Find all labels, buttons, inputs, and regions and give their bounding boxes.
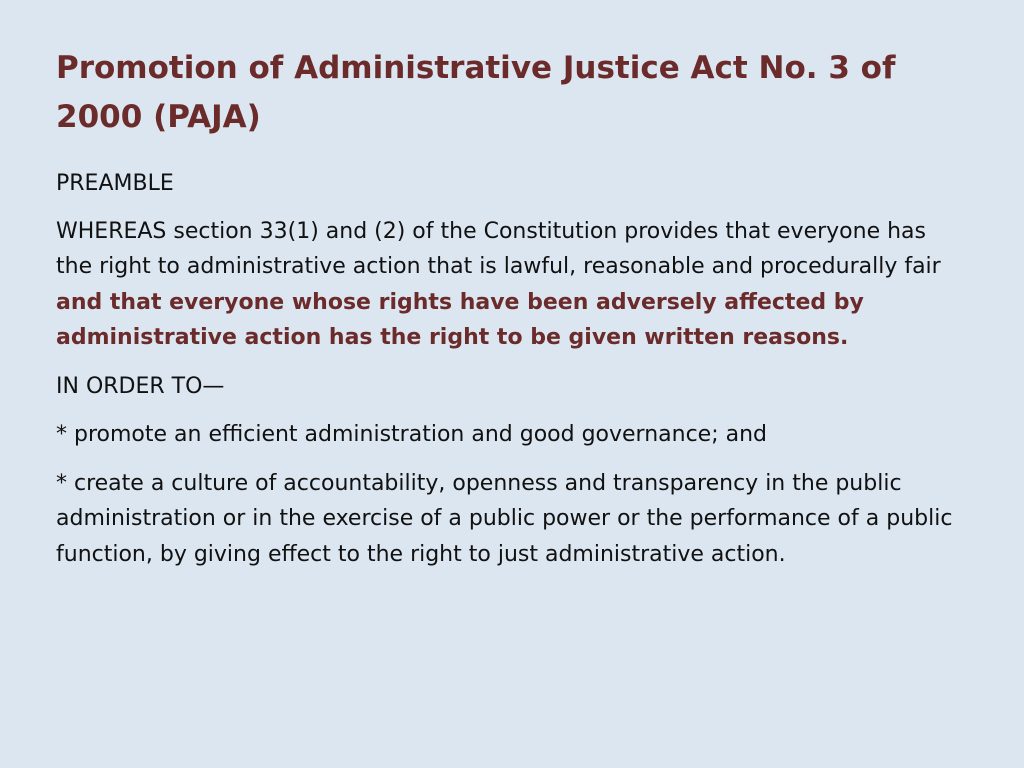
- whereas-plain-text: WHEREAS section 33(1) and (2) of the Constitution provides that everyone has the right to administrative action that is lawful, reasonable and procedurally fair: [56, 218, 941, 279]
- bullet-item-2: * create a culture of accountability, openness and transparency in the public administration or in the exercise of a public power or the performance of a public function, by giving effect to the right to just administrative action.: [56, 470, 953, 567]
- whereas-paragraph: [56, 214, 968, 356]
- whereas-emphasis-text: and that everyone whose rights have been adversely affected by administrative action has the right to be given written reasons.: [56, 289, 864, 350]
- in-order-to-heading: IN ORDER TO—: [56, 373, 225, 399]
- preamble-heading: PREAMBLE: [56, 171, 174, 196]
- bullet-item-1: * promote an efficient administration and good governance; and: [56, 422, 768, 447]
- slide-title: Promotion of Administrative Justice Act No. 3 of 2000 (PAJA): [56, 50, 896, 135]
